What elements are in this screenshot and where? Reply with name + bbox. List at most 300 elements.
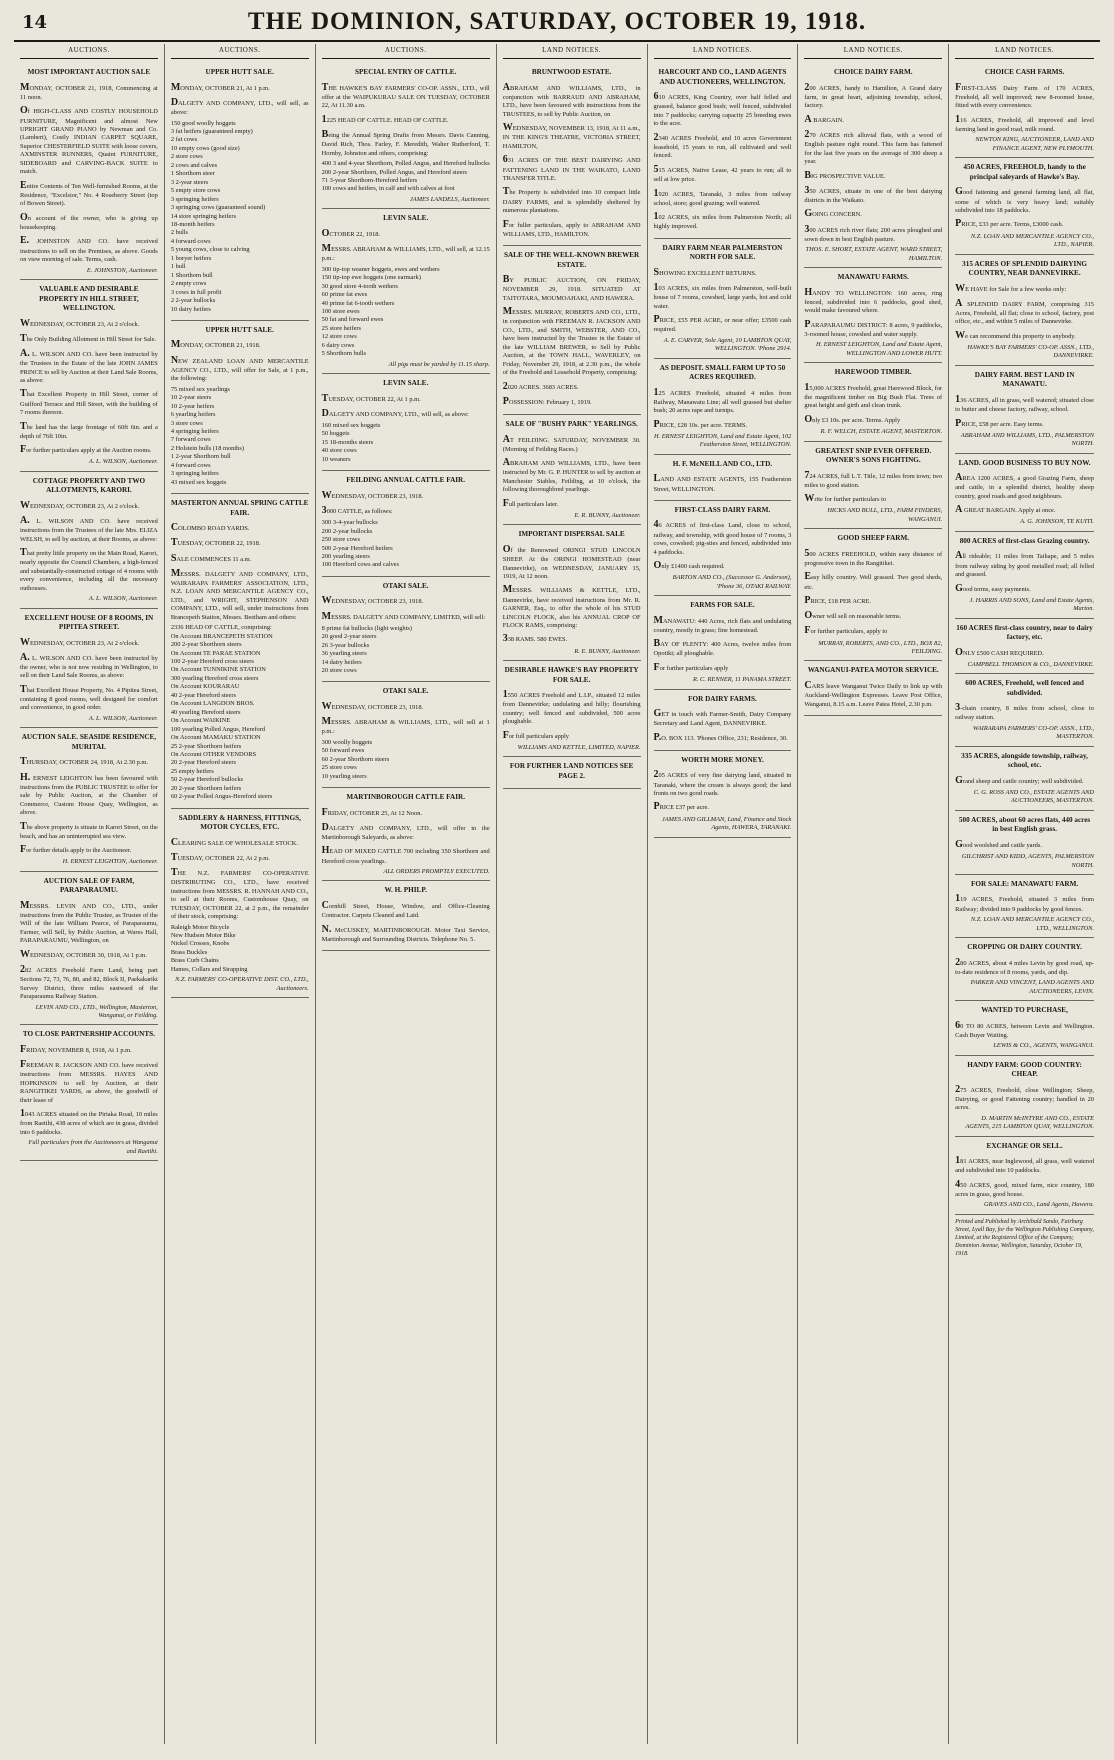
ad-paragraph: WEDNESDAY, OCTOBER 23, At 2 o'clock.: [20, 317, 140, 329]
advertisement: [503, 246, 641, 415]
ad-heading: UPPER HUTT SALE.: [205, 325, 274, 334]
ad-list-item: 40 yearling Hereford steers: [170, 708, 241, 716]
ad-list-item: 60 prime fat ewes: [321, 291, 368, 299]
ad-heading: TO CLOSE PARTNERSHIP ACCOUNTS.: [22, 1030, 155, 1039]
ad-list-item: Nickel Crosses, Knobs: [170, 940, 230, 948]
ad-heading: EXCELLENT HOUSE OF 8 ROOMS, IN PIPITEA STREET.: [24, 613, 154, 632]
advertisement: [654, 751, 792, 838]
masthead: [14, 6, 1100, 42]
ad-list-item: 1 Shorthorn steer: [170, 170, 215, 178]
ad-list-item: 3 springing heifers: [170, 470, 219, 478]
ad-heading: WANTED TO PURCHASE,: [981, 1006, 1068, 1015]
advertisement: [955, 674, 1094, 747]
ad-signature: A. L. WILSON, Auctioneer.: [88, 714, 158, 722]
ad-signature: GRAVES AND CO., Land Agents, Hawera.: [983, 1201, 1094, 1209]
advertisement: [322, 577, 490, 683]
ad-paragraph: All rideable; 11 miles from Taihape, and 5 miles from railway siding by good metalled road; all felled and grassed.: [955, 550, 1094, 579]
advertisement: [503, 525, 641, 661]
ad-paragraph: For full particulars apply: [502, 729, 569, 741]
ad-paragraph: 450 ACRES, good, mixed farm, nice country, 180 acres in grass, good house.: [955, 1178, 1094, 1198]
ad-heading: MOST IMPORTANT AUCTION SALE: [27, 68, 151, 77]
ad-heading: OTAKI SALE.: [382, 687, 429, 696]
ad-list-item: 1 boryer heifers: [170, 254, 212, 262]
ad-list-item: 2336 HEAD OF CATTLE, comprising:: [170, 624, 272, 632]
advertisement: [171, 63, 309, 321]
column-5: [648, 44, 799, 1744]
ad-heading: LEVIN SALE.: [383, 214, 429, 223]
ad-signature: MURRAY, ROBERTS, AND CO., LTD., BOX 82, FEILDING.: [818, 639, 943, 656]
ad-signature: Full particulars from the Auctioneers at Wanganui and Raetihi.: [28, 1139, 158, 1155]
ad-paragraph: 181 ACRES, near Inglewood, all grass, well watered and subdivided into 10 paddocks.: [955, 1155, 1094, 1175]
ad-list-item: 50 hoggets: [321, 430, 350, 438]
ad-paragraph: Full particulars later.: [502, 497, 559, 509]
ad-signature: H. ERNEST LEIGHTON, Land and Estate Agent, WELLINGTON AND LOWER HUTT.: [815, 341, 943, 357]
ad-list-item: 5 young cows, close to calving: [170, 246, 250, 254]
advertisement: [955, 619, 1094, 675]
ad-list-item: 3 2-year steers: [170, 178, 209, 186]
column-3: [316, 44, 497, 1744]
ad-list-item: 75 mixed sex yearlings: [170, 385, 230, 393]
ad-list-item: 100 Hereford cows and calves: [321, 561, 400, 569]
ad-paragraph: AREA 1200 ACRES, a good Grazing Farm, sheep and cattle, in a splendid district, healthy sheep country, good roads and good neighbours.: [955, 472, 1094, 500]
ad-paragraph: DALGETY AND COMPANY, LTD., will sell, as above:: [170, 96, 309, 117]
advertisement: [654, 690, 792, 751]
ad-paragraph: 46 ACRES of first-class Land, close to school, railway, and township, with good house of 7 rooms, 3 cows, cowshed; pig-sties and fenced, subdivided into 4 paddocks.: [653, 519, 792, 556]
ad-heading: UPPER HUTT SALE.: [205, 68, 274, 77]
ad-paragraph: HEAD OF MIXED CATTLE 700 including 350 Shorthorn and Hereford cross yearlings.: [321, 845, 490, 865]
ad-list-item: 50 forward ewes: [321, 747, 365, 755]
ad-paragraph: For further particulars, apply to: [804, 625, 888, 637]
ad-paragraph: Write for further particulars to: [804, 493, 887, 505]
ad-signature: A. L. WILSON, Auctioneer.: [88, 458, 158, 466]
ad-list-item: 200 yearling steers: [321, 552, 370, 560]
ad-signature: N.Z. FARMERS' CO-OPERATIVE DIST. CO., LTD., Auctioneers.: [175, 976, 309, 992]
ad-heading: MASTERTON ANNUAL SPRING CATTLE FAIR.: [170, 499, 309, 517]
ad-heading: 600 ACRES, Freehold, well fenced and subdivided.: [965, 679, 1084, 697]
ad-heading: WANGANUI-PATEA MOTOR SERVICE.: [807, 666, 939, 675]
ad-paragraph: 500 ACRES FREEHOLD, within easy distance of progressive town in the Rangitikei.: [804, 547, 943, 567]
ad-list-item: 1 2-year Shorthorn bull: [170, 453, 231, 461]
ad-signature: E. JOHNSTON, Auctioneer.: [86, 266, 158, 274]
ad-heading: 800 ACRES of first-class Grazing country.: [959, 536, 1090, 545]
ad-signature: C. G. ROSS AND CO., ESTATE AGENTS AND AUCTIONEERS, MASTERTON.: [973, 788, 1094, 805]
ad-heading: 500 ACRES, about 60 acres flats, 440 acres in best English grass.: [958, 815, 1091, 834]
ad-paragraph: 275 ACRES, Freehold, close Wellington; Sheep, Dairying, or good Fattening country; handled in 20 acres.: [955, 1083, 1094, 1112]
column-heading: LAND NOTICES.: [503, 44, 641, 59]
ad-heading: MANAWATU FARMS.: [837, 273, 909, 282]
ad-heading: VALUABLE AND DESIRABLE PROPERTY IN HILL STREET, WELLINGTON.: [39, 285, 139, 313]
advertisement: [955, 255, 1094, 366]
ad-paragraph: FRIDAY, NOVEMBER 8, 1918, At 1 p.m.: [20, 1043, 132, 1055]
ad-list-item: 10 dairy heifers: [170, 305, 211, 313]
column-heading: AUCTIONS.: [20, 44, 158, 59]
ad-paragraph: 280 ACRES, about 4 miles Levin by good road, up-to-date residence of 8 rooms, yards, and dip.: [955, 956, 1094, 976]
ad-paragraph: Good fattening and general farming land, all flat, some of which is very heavy land; suitably subdivided into 18 paddocks.: [955, 186, 1094, 215]
ad-paragraph: TUESDAY, OCTOBER 22, 1918.: [170, 537, 261, 549]
ad-list-item: 36 yearling steers: [321, 650, 367, 658]
ad-list-item: 60 2-year Shorthorn steers: [321, 755, 390, 763]
ad-paragraph: MESSRS. DALGETY AND COMPANY, LTD., WAIRARAPA FARMERS' ASSOCIATION, LTD., N.Z. LOAN AND MERCANTILE AGENCY CO., LTD., and WRIGHT, STEPHENSON AND COMPANY, LTD., will sell, under instructions from Brancepeth Station, Messrs. Beetham and others:: [170, 567, 309, 621]
ad-heading: LEVIN SALE.: [383, 379, 429, 388]
ad-paragraph: Being the Annual Spring Drafts from Messrs. Davis Canning, David Rich, Thos. Farley, F. Meredith, Walter Rutherford, T. Hornby, Johnston and others, comprising:: [321, 129, 490, 157]
advertisement: [955, 532, 1094, 619]
ad-signature: A. E. CARVER, Sole Agent, 10 LAMBTON QUAY, WELLINGTON. 'Phone 2914.: [663, 336, 792, 353]
advertisement: [955, 366, 1094, 454]
ad-paragraph: 1550 ACRES Freehold and L.I.P., situated 12 miles from Dannevirke; undulating and hilly; flourishing country; well fenced and subdivided, 500 acres ploughable.: [502, 689, 641, 726]
ad-paragraph: NEW ZEALAND LOAN AND MERCANTILE AGENCY CO., LTD., will offer for Sale, at 1 p.m., the following:: [170, 354, 309, 383]
ad-paragraph: Easy hilly country. Well grassed. Two good sheds, etc.: [804, 571, 943, 591]
advertisement: [654, 455, 792, 501]
ad-list-item: 4 forward cows: [170, 461, 211, 469]
ad-paragraph: 300 ACRES rich river flats; 200 acres ploughed and sown down in best English pasture.: [804, 223, 943, 243]
ad-list-item: 3 store cows: [170, 419, 203, 427]
ad-paragraph: Of the Renowned ORINGI STUD LINCOLN SHEEP. At the ORINGI HOMESTEAD (near Dannevirke), on WEDNESDAY, JANUARY 15, 1919, At 12 noon.: [502, 543, 641, 580]
ad-paragraph: For further particulars apply: [653, 661, 729, 673]
ad-list-item: 150 tip-top ewe hoggets (one earmark): [321, 274, 421, 282]
ad-paragraph: 1225 HEAD OF CATTLE. HEAD OF CATTLE.: [321, 113, 449, 125]
ad-heading: DESIRABLE HAWKE'S BAY PROPERTY FOR SALE.: [504, 666, 639, 684]
ad-paragraph: WEDNESDAY, OCTOBER 23, 1918.: [321, 489, 424, 501]
advertisement: [654, 596, 792, 689]
ad-heading: GREATEST SNIP EVER OFFERED. OWNER'S SONS FIGHTING.: [815, 446, 932, 464]
ad-paragraph: Of HIGH-CLASS AND COSTLY HOUSEHOLD FURNITURE, Magnificent and almost New UPRIGHT GRAND PIANO by Newman and Co. (Lambert), Costly INDIAN CARPET SQUARE, Superior CHESTERFIELD SUITE with loose covers, AXMINSTER RUNNERS, Quaint FURNITURE, SIDEBOARD and CARVING-BACK SUITE to match.: [20, 105, 158, 176]
ad-list-item: 5 empty store cows: [170, 187, 221, 195]
ad-signature: BARTON AND CO., (Successor G. Anderson), 'Phone 36, OTAKI RAILWAY.: [672, 574, 792, 590]
ad-list-item: 25 empty heifers: [170, 767, 214, 775]
ad-paragraph: MESSRS. WILLIAMS & KETTLE, LTD., Dannevirke, have received instructions from Mr. R. GARNER, Esq., to offer the whole of his STUD LINCOLN FLOCK, also his ANNUAL CROP OF FLOCK RAMS, comprising:: [502, 584, 641, 629]
ad-paragraph: On account of the owner, who is giving up housekeeping.: [20, 211, 158, 232]
ad-list: [322, 519, 490, 570]
ad-paragraph: 205 ACRES of very fine dairying land, situated in Taranaki, where the cream is always good; the land fronts on two good roads.: [653, 769, 792, 797]
ad-paragraph: 15,000 ACRES Freehold, great Harewood Block, for the magnificent timber on Big Bush Flat. Trees of great height and girth and clean trunk.: [804, 381, 943, 410]
ad-paragraph: 1043 ACRES situated on the Piriaka Road, 10 miles from Raetihi, 438 acres of which are in grass, divided into 6 paddocks.: [20, 1108, 158, 1136]
column-heading: LAND NOTICES.: [955, 44, 1094, 59]
ad-list-item: 10 empty cows (good size): [170, 144, 240, 152]
ad-heading: CROPPING OR DAIRY COUNTRY.: [967, 943, 1082, 952]
ad-paragraph: 631 ACRES OF THE BEST DAIRYING AND FATTENING LAND IN THE WAIKATO, LAND TRANSFER TITLE.: [502, 154, 641, 183]
ad-signature: THOS. E. SHORT, ESTATE AGENT, WARD STREET, HAMILTON.: [805, 246, 943, 262]
ad-paragraph: WEDNESDAY, OCTOBER 30, 1918, At 1 p.m.: [20, 948, 147, 960]
ad-paragraph: The Only Building Allotment in Hill Street for Sale.: [20, 332, 157, 344]
ad-list-item: Brass Curb Chains: [170, 957, 219, 965]
ad-paragraph: 3000 CATTLE, as follows:: [321, 504, 393, 516]
ad-list-item: On Account BRANCEPETH STATION: [170, 632, 273, 640]
ad-heading: HARCOURT AND CO., LAND AGENTS AND AUCTIONEERS, WELLINGTON.: [658, 68, 787, 86]
ad-list-item: 100 cows and heifers, in calf and with calves at foot: [321, 185, 455, 193]
advertisement: [503, 415, 641, 525]
advertisement: [654, 359, 792, 455]
ad-list-item: 3 springing heifers: [170, 195, 219, 203]
ad-signature: A. G. JOHNSON, TE KUITI.: [1020, 518, 1094, 526]
ad-heading: 335 ACRES, alongside township, railway, school, etc.: [961, 751, 1088, 770]
ad-paragraph: 102 ACRES, six miles from Palmerston North; all highly improved.: [653, 211, 792, 231]
ad-paragraph: PARAPARAUMU DISTRICT: 8 acres, 9 paddocks, 3-roomed house, cowshed and water supply.: [804, 318, 943, 338]
advertisement: [503, 757, 641, 789]
ad-paragraph: H. ERNEST LEIGHTON has been favoured with instructions from the PUBLIC TRUSTEE to offer for sale by Public Auction, at the Chamber of Commerce, Custom House Quay, Wellington, as above.: [20, 771, 158, 817]
ad-list-item: 200 2-year Shorthorn, Polled Angus, and Hereford steers: [321, 168, 467, 176]
ad-list-item: 20 store cows: [321, 667, 357, 675]
ad-paragraph: POSSESSION: February 1, 1919.: [502, 395, 592, 407]
ad-paragraph: For further particulars apply at the Auction rooms.: [20, 444, 152, 456]
ad-signature: JAMES AND GILLMAN, Land, Finance and Stock Agents, HAWERA, TARANAKI.: [661, 815, 792, 832]
ad-heading: LAND. GOOD BUSINESS TO BUY NOW.: [958, 458, 1091, 467]
ad-paragraph: GET in touch with Farmer-Smith, Dairy Company Secretary and Land Agent, DANNEVIRKE.: [653, 708, 792, 728]
column-1: [14, 44, 165, 1744]
ad-paragraph: TUESDAY, OCTOBER 22, At 2 p.m.: [170, 851, 270, 863]
ad-list-item: 10 2-year steers: [170, 394, 212, 402]
ad-paragraph: 2340 ACRES Freehold, and 10 acres Government leasehold, 15 years to run, all cultivated and well fenced.: [653, 131, 792, 160]
ad-signature: R. C. RENNER, 11 PANAMA STREET.: [692, 676, 792, 684]
column-4: [497, 44, 648, 1744]
ad-heading: SALE OF THE WELL-KNOWN BREWER ESTATE.: [503, 251, 640, 269]
advertisement: [20, 1025, 158, 1161]
ad-list-item: 200 2-year Shorthorn steers: [170, 641, 242, 649]
advertisement: [322, 881, 490, 951]
advertisement: [955, 454, 1094, 532]
column-6: [798, 44, 949, 1744]
ad-paragraph: Only £3 10s. per acre. Terms. Apply: [804, 413, 901, 425]
ad-list: [171, 120, 309, 314]
ad-paragraph: Owner will sell on reasonable terms.: [804, 610, 902, 622]
ad-signature: J. HARRIS AND SONS, Land and Estate Agents, Marton.: [969, 596, 1094, 613]
ad-signature: R. F. WELCH, ESTATE AGENT, MASTERTON.: [820, 428, 943, 436]
ad-list-item: 43 mixed sex hoggets: [170, 478, 227, 486]
ad-paragraph: WEDNESDAY, OCTOBER 23, At 2 o'clock.: [20, 636, 140, 648]
ad-signature: GILCHRIST AND KIDD, AGENTS, PALMERSTON NORTH.: [961, 853, 1094, 869]
ad-list-item: On Account WAIKINE: [170, 717, 231, 725]
ad-heading: SADDLERY & HARNESS, FITTINGS, MOTOR CYCLES, ETC.: [178, 813, 301, 832]
ad-paragraph: Good woolshed and cattle yards.: [955, 838, 1042, 850]
ad-paragraph: SHOWING EXCELLENT RETURNS.: [653, 266, 757, 278]
ad-heading: GOOD SHEEP FARM.: [837, 534, 910, 543]
ad-list-item: 1 bull: [170, 263, 186, 271]
advertisement: [804, 442, 942, 530]
ad-list-item: On Account LANGDON BROS.: [170, 700, 255, 708]
ad-paragraph: 60 TO 80 ACRES, between Levin and Wellington. Cash Buyer Waiting.: [955, 1019, 1094, 1039]
ad-paragraph: MONDAY, OCTOBER 21, At 1 p.m.: [170, 81, 270, 93]
advertisement: [955, 938, 1094, 1001]
ad-signature: WAIRARAPA FARMERS' CO-OP. ASSN., LTD., MASTERTON.: [972, 724, 1094, 741]
ad-heading: FARMS FOR SALE.: [690, 601, 755, 610]
ad-list-item: On Account KOURARAU: [170, 683, 240, 691]
ad-list-item: 25 store cows: [321, 764, 357, 772]
ad-paragraph: N. McCUSKEY, MARTINBOROUGH. Motor Taxi Service, Martinborough and Surrounding Districts. Telephone No. 5.: [321, 923, 490, 943]
ad-list-item: 15 18-months steers: [321, 438, 374, 446]
ad-list: [322, 739, 490, 781]
ad-list-item: 5 Shorthorn bulls: [321, 350, 367, 358]
ad-paragraph: CLEARING SALE OF WHOLESALE STOCK.: [170, 836, 298, 848]
ad-heading: 450 ACRES, FREEHOLD, handy to the principal saleyards of Hawke's Bay.: [963, 163, 1086, 181]
ad-paragraph: A. L. WILSON AND CO. have received instructions from the Trustees of the late Mrs. ELIZA WELSH, to sell by auction, at their Rooms, as above:: [20, 515, 158, 543]
ad-list-item: Brass Buckles: [170, 948, 208, 956]
ad-list-item: 20 2-year Shorthorn heifers: [170, 784, 242, 792]
ad-heading: FEILDING ANNUAL CATTLE FAIR.: [346, 476, 466, 485]
advertisement: [20, 728, 158, 871]
ad-signature: PARKER AND VINCENT, LAND AGENTS AND AUCTIONEERS, LEVIN.: [970, 979, 1094, 995]
ad-paragraph: MANAWATU: 440 Acres, rich flats and undulating country, mostly in grass; fine homestead.: [653, 614, 792, 634]
ad-paragraph: PRICE, £55 PER ACRE, or near offer; £3500 cash required.: [653, 314, 792, 334]
ad-heading: CHOICE CASH FARMS.: [984, 68, 1065, 77]
ad-heading: DAIRY FARM NEAR PALMERSTON NORTH FOR SALE.: [662, 243, 783, 262]
column-2: [165, 44, 316, 1744]
advertisement: [20, 872, 158, 1026]
ad-signature: N.Z. LOAN AND MERCANTILE AGENCY CO., LTD., NAPIER.: [970, 232, 1094, 249]
ad-paragraph: P.O. BOX 113. 'Phones Office, 231; Residence, 30.: [653, 731, 788, 743]
ad-list-item: 300 tip-top weaner hoggets, ewes and wethers: [321, 265, 440, 273]
ad-list-item: 500 2-year Hereford heifers: [321, 544, 393, 552]
ad-list-item: Hames, Collars and Strapping: [170, 965, 248, 973]
ad-list-item: 2 cows and calves: [170, 161, 218, 169]
ad-paragraph: HANDY TO WELLINGTON: 160 acres, ring fenced, subdivided into 6 paddocks, good shed, would make favoured where.: [804, 286, 943, 315]
advertisement: [503, 63, 641, 246]
ad-signature: ALL ORDERS PROMPTLY EXECUTED.: [383, 868, 490, 876]
ad-heading: COTTAGE PROPERTY AND TWO ALLOTMENTS, KARORI.: [32, 476, 146, 495]
ad-heading: SPECIAL ENTRY OF CATTLE.: [355, 68, 457, 77]
ad-paragraph: 3-chain country, 8 miles from school, close to railway station.: [955, 702, 1094, 722]
ad-list-item: 3 cows in full profit: [170, 288, 222, 296]
ad-list-item: 160 mixed sex hoggets: [321, 422, 381, 430]
advertisement: [804, 268, 942, 363]
ad-signature: E. R. BUNNY, Auctioneer.: [574, 511, 641, 519]
ad-heading: 315 ACRES OF SPLENDID DAIRYING COUNTRY, NEAR DANNEVIRKE.: [962, 259, 1088, 278]
advertisement: [20, 609, 158, 729]
ad-heading: 160 ACRES first-class country, near to dairy factory, etc.: [956, 623, 1093, 642]
advertisement: [503, 661, 641, 757]
ad-signature: All pigs must be yarded by 11.15 sharp.: [388, 360, 490, 368]
ad-paragraph: WEDNESDAY, OCTOBER 23, 1918.: [321, 700, 424, 712]
ad-heading: SALE OF "BUSHY PARK" YEARLINGS.: [505, 420, 638, 429]
ad-paragraph: For fuller particulars, apply to ABRAHAM AND WILLIAMS, LTD., HAMILTON.: [502, 218, 641, 238]
imprint-footer: Printed and Published by Archibald Sando, Fairburg Street, Lyall Bay, for the Wellington Publishing Company, Limited, at the Registered Office of the Company, Dominion Avenue, Wellington, Saturday, October 19, 1918.: [955, 1218, 1094, 1257]
ad-paragraph: TUESDAY, OCTOBER 22, At 1 p.m.: [321, 392, 421, 404]
ad-list-item: 250 store cows: [321, 536, 360, 544]
ad-heading: FOR DAIRY FARMS.: [688, 694, 757, 703]
ad-paragraph: 724 ACRES, full L.T. Title, 12 miles from town; two miles to good station.: [804, 469, 943, 489]
ad-paragraph: A SPLENDID DAIRY FARM, comprising 315 Acres, Freehold, all flat; close to school, factory, post office, etc., and within 5 miles of Dannevirke.: [955, 297, 1094, 326]
ad-paragraph: A. L. WILSON AND CO. have been instructed by the owner, who is not now residing in Wellington, to sell on their Land Sale Rooms, as above:: [20, 651, 158, 680]
ad-list-item: 4 springing heifers: [170, 428, 219, 436]
ad-list-item: 3 springing cows (guaranteed sound): [170, 204, 266, 212]
ad-list-item: 26 3-year bullocks: [321, 641, 370, 649]
ad-list-item: 1 Shorthorn bull: [170, 271, 213, 279]
advertisement: [955, 1137, 1094, 1215]
ad-list-item: 150 good woolly hoggets: [170, 119, 236, 127]
ad-paragraph: AT FEILDING. SATURDAY, NOVEMBER 30. (Morning of Feilding Races.): [502, 433, 641, 453]
advertisement: [171, 321, 309, 494]
ad-paragraph: WEDNESDAY, OCTOBER 23, 1918.: [321, 595, 424, 607]
ad-paragraph: ABRAHAM AND WILLIAMS, LTD., in conjunction with BARRAUD AND ABRAHAM, LTD., have been favoured with instructions from the TRUSTEES, to sell by Public Auction, on: [502, 81, 641, 118]
newspaper-title: THE DOMINION, SATURDAY, OCTOBER 19, 1918.: [247, 8, 867, 35]
ad-heading: WORTH MORE MONEY.: [681, 755, 764, 764]
advertisement: [654, 63, 792, 239]
ad-paragraph: 136 ACRES, all in grass, well watered; situated close to butter and cheese factory, railway, school.: [955, 393, 1094, 414]
ad-signature: LEVIN AND CO., LTD., Wellington, Masterton, Wanganui, or Feilding.: [35, 1003, 158, 1020]
ad-paragraph: THE HAWKE'S BAY FARMERS' CO-OP. ASSN., LTD., will offer at the WAIPUKURAU SALE ON TUESDAY, OCTOBER 22, At 11.30 a.m.: [321, 81, 490, 110]
ad-signature: ABRAHAM AND WILLIAMS, LTD., PALMERSTON NORTH.: [960, 431, 1094, 448]
advertisement: [955, 875, 1094, 938]
ad-paragraph: 338 RAMS. 580 EWES.: [502, 633, 568, 645]
ad-paragraph: That pretty little property on the Main Road, Karori, nearly opposite the Council Chambers, a high-fenced and substantially-constructed cottage of 4 rooms with every convenience, including all the necessary outhouses.: [20, 547, 158, 592]
ad-paragraph: BIG PROSPECTIVE VALUE.: [804, 169, 886, 181]
ad-paragraph: DALGETY AND COMPANY, LTD., will sell, as above:: [321, 407, 469, 419]
ad-list-item: 100 2-year Hereford cross steers: [170, 658, 254, 666]
ad-signature: HAWKE'S BAY FARMERS' CO-OP. ASSN., LTD., DANNEVIRKE.: [967, 344, 1094, 360]
ad-list-item: 2 fat cows: [170, 136, 198, 144]
ad-list-item: 10 2-year heifers: [170, 402, 215, 410]
ad-list-item: 10 weaners: [321, 455, 351, 463]
ad-list: [171, 386, 309, 487]
ad-heading: EXCHANGE OR SELL.: [986, 1141, 1063, 1150]
advertisement: [804, 661, 942, 716]
ad-list-item: 300 yearling Hereford cross steers: [170, 674, 259, 682]
ad-paragraph: 119 ACRES, Freehold, situated 3 miles from Railway; divided into 9 paddocks by good fences.: [955, 893, 1094, 913]
ad-heading: OTAKI SALE.: [382, 581, 429, 590]
ad-list-item: 100 yearling Polled Angus, Hereford: [170, 725, 266, 733]
ad-heading: FIRST-CLASS DAIRY FARM.: [674, 505, 771, 514]
ad-list-item: 30 good store 4-tooth wethers: [321, 282, 398, 290]
ad-paragraph: Good terms, easy payments.: [955, 582, 1031, 594]
ad-list-item: 50 2-year Hereford bullocks: [170, 776, 244, 784]
ad-signature: N.Z. LOAN AND MERCANTILE AGENCY CO., LTD., WELLINGTON.: [970, 916, 1094, 932]
advertisement: [955, 811, 1094, 875]
ad-paragraph: THE N.Z. FARMERS' CO-OPERATIVE DISTRIBUTING CO., LTD., have received instructions from MESSRS. R. HANNAH AND CO., to sell at their Rooms, Customhouse Quay, on TUESDAY, OCTOBER 22, at 2 p.m., the remainder of their stock, comprising:: [170, 867, 309, 921]
column-heading: LAND NOTICES.: [804, 44, 942, 59]
ad-list-item: 25 2-year Shorthorn heifers: [170, 742, 242, 750]
ad-list-item: 6 yearling heifers: [170, 411, 216, 419]
ad-heading: HAREWOOD TIMBER.: [834, 368, 912, 377]
ad-paragraph: CARS leave Wanganui Twice Daily to link up with Auckland-Wellington Expresses. Leave Post Office, Wanganui, 8.15 a.m. Leave Patea Hotel, 2.30 p.m.: [804, 679, 943, 708]
ad-paragraph: Cornhill Street, House, Window, and Office-Cleaning Contractor. Carpets Cleaned and Laid.: [321, 899, 490, 920]
ad-paragraph: 350 ACRES, situate in one of the best dairying districts in the Waikato.: [804, 184, 943, 204]
advertisement: [654, 501, 792, 596]
ad-paragraph: WEDNESDAY, OCTOBER 23, At 2 o'clock.: [20, 499, 140, 511]
page-number: 14: [22, 12, 48, 33]
ad-signature: WILLIAMS AND KETTLE, LIMITED, NAPIER.: [517, 743, 641, 751]
ad-list-item: 20 2-year Hereford steers: [170, 759, 236, 767]
column-heading: LAND NOTICES.: [654, 44, 792, 59]
ad-paragraph: Grand sheep and cattle country; well subdivided.: [955, 774, 1084, 786]
ad-paragraph: WE HAVE for Sale for a few weeks only:: [955, 282, 1067, 294]
ad-list-item: 25 store heifers: [321, 324, 362, 332]
ad-list-item: 8 prime fat bullocks (light weights): [321, 624, 412, 632]
ad-list: [171, 924, 309, 975]
ad-list: [322, 160, 490, 194]
column-7: [949, 44, 1100, 1744]
ad-list-item: On Account OTHER VENDORS: [170, 751, 257, 759]
ad-list-item: 2 Holstein bulls (18 months): [170, 444, 244, 452]
ad-paragraph: BAY OF PLENTY: 400 Acres, twelve miles from Opotiki; all ploughable.: [653, 638, 792, 658]
ad-paragraph: 270 ACRES rich alluvial flats, with a wood of English pasture right round. This farm has fattened for the last five years on the average of 300 sheep a year.: [804, 129, 943, 166]
ad-heading: AS DEPOSIT. SMALL FARM UP TO 50 ACRES REQUIRED.: [659, 363, 786, 382]
ad-signature: HICKS AND BULL, LTD., FARM FINDERS, WANGANUI.: [827, 507, 943, 523]
ad-paragraph: 116 ACRES, Freehold, all improved and level farming land in good road, milk round.: [955, 113, 1094, 134]
ad-list: [322, 422, 490, 464]
ad-paragraph: For further details apply to the Auctioneer.: [20, 844, 132, 856]
ad-list-item: 100 store ewes: [321, 307, 360, 315]
ad-signature: H. ERNEST LEIGHTON, Land and Estate Agent, 102 Featherston Street, WELLINGTON.: [653, 432, 792, 449]
ad-paragraph: FIRST-CLASS Dairy Farm of 170 ACRES, Freehold, all well improved; new 8-roomed house, fitted with every convenience.: [955, 81, 1094, 110]
ad-paragraph: COLOMBO ROAD YARDS.: [170, 522, 250, 534]
ad-paragraph: MESSRS. MURRAY, ROBERTS AND CO., LTD., in conjunction with FREEMAN R. JACKSON AND CO., LTD., and SMITH, WEBSTER, AND CO., have been instructed by the Trustee in the Estate of the late WILLIAM BREWER, to Sell by Public Auction, at the TOWN HALL, WAVERLEY, on Friday, November 29, 1918, at 2.30 p.m., the whole of the Freehold and Leasehold Property, comprising:: [502, 306, 641, 377]
ad-paragraph: MESSRS. ABRAHAM & WILLIAMS, LTD., will sell, at 12.15 p.m.:: [321, 243, 490, 263]
ad-signature: NEWTON KING, AUCTIONEER, LAND AND FINANCE AGENT, NEW PLYMOUTH.: [975, 136, 1094, 152]
ad-paragraph: That Excellent House Property, No. 4 Pipitea Street, containing 8 good rooms, well designed for comfort and convenience, in good order.: [20, 683, 158, 712]
ad-paragraph: 200 ACRES, handy to Hamilton, A Grand dairy farm, in great heart, adjoining township, school, factory.: [804, 81, 943, 110]
ad-list-item: 14 store springing heifers: [170, 212, 236, 220]
ad-paragraph: E. JOHNSTON AND CO. have received instructions to sell on the Premises, as above. Goods on view morning of sale. Terms, cash.: [20, 235, 158, 264]
ad-signature: JAMES LANDELS, Auctioneer.: [409, 195, 490, 203]
ad-paragraph: BY PUBLIC AUCTION, ON FRIDAY, NOVEMBER 29, 1918. SITUATED AT TAITOTARA, MOUMOAHAKI, AND HAWERA.: [502, 274, 641, 302]
